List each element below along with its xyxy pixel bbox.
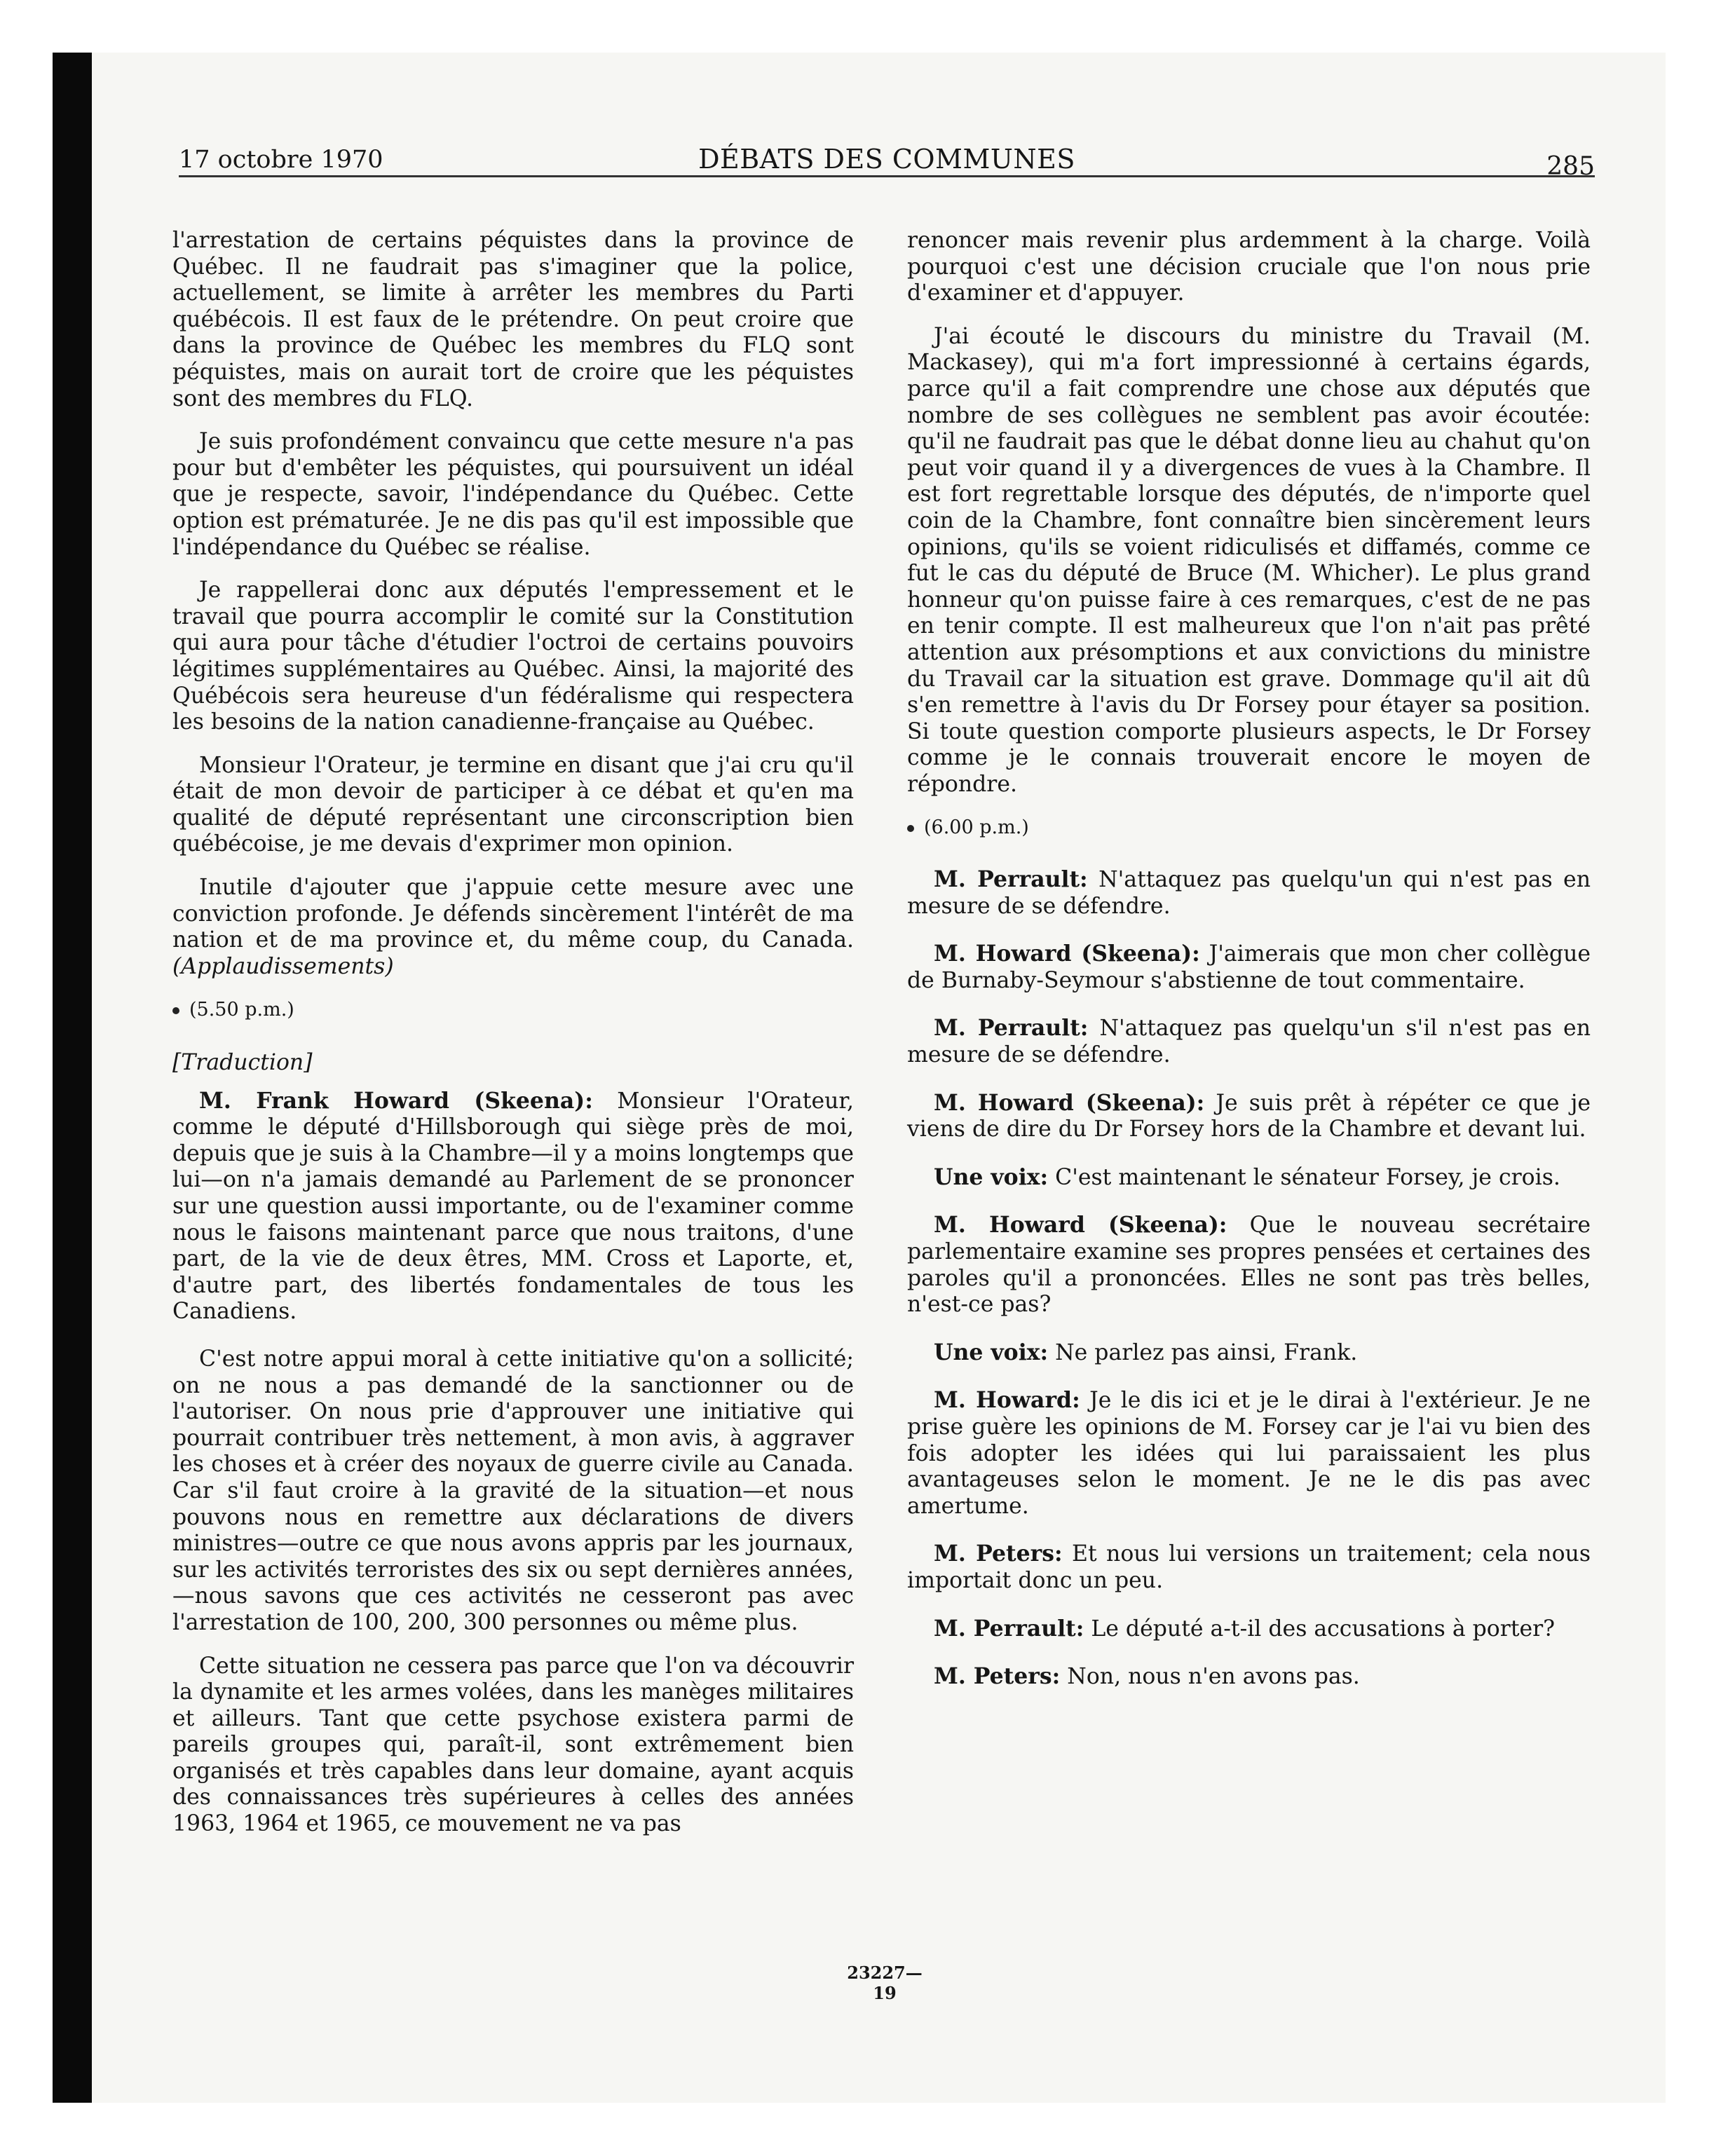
speech-entry bbox=[907, 1090, 1591, 1143]
speech-entry bbox=[907, 866, 1591, 920]
applause-note: (Applaudissements) bbox=[172, 953, 394, 979]
bullet-icon bbox=[172, 1007, 179, 1014]
speech-entry bbox=[907, 1339, 1591, 1367]
time-text: (5.50 p.m.) bbox=[189, 999, 294, 1021]
bullet-icon bbox=[907, 825, 914, 832]
speech-text: Ne parlez pas ainsi, Frank. bbox=[1055, 1339, 1358, 1365]
speech-text: N'attaquez pas quelqu'un s'il n'est pas en mesure de se défendre. bbox=[907, 1016, 1591, 1068]
paragraph: C'est notre appui moral à cette initiative qu'on a sollicité; on ne nous a pas demandé de la sanctionner ou de l'autoriser. On nous prie d'approuver une initiative qui pourrait contribuer très nettement, à mon avis, à aggraver les choses et à créer des noyaux de guerre civile au Canada. Car s'il faut croire à la gravité de la situation—et nous pouvons nous en remettre aux déclarations de divers ministres—outre ce que nous avons appris par les journaux, sur les activités terroristes des six ou sept dernières années,—nous savons que ces activités ne cesseront pas avec l'arrestation de 100, 200, 300 personnes ou même plus. bbox=[172, 1346, 854, 1635]
speaker-name: Une voix: bbox=[934, 1339, 1049, 1365]
speaker-name: M. Howard (Skeena): bbox=[934, 941, 1200, 967]
paragraph-text: Inutile d'ajouter que j'appuie cette mesure avec une conviction profonde. Je défends sincèrement l'intérêt de ma nation et de ma province et, du même coup, du Canada. bbox=[172, 875, 854, 953]
speech-entry bbox=[907, 1387, 1591, 1520]
speech-text: Je le dis ici et je le dirai à l'extérieur. Je ne prise guère les opinions de M. Forsey car je l'ai vu bien des fois adopter les idées qui lui paraissaient les plus avantageuses selon le moment. Je ne le dis pas avec amertume. bbox=[907, 1388, 1591, 1519]
translation-text: [Traduction] bbox=[172, 1050, 313, 1076]
speech-text: C'est maintenant le sénateur Forsey, je crois. bbox=[1055, 1164, 1560, 1190]
speaker-name: M. Howard (Skeena): bbox=[934, 1089, 1205, 1116]
speaker-name: M. Frank Howard (Skeena): bbox=[199, 1087, 593, 1114]
speech-entry bbox=[907, 1663, 1591, 1691]
speaker-name: M. Perrault: bbox=[934, 1015, 1089, 1042]
speech-entry bbox=[907, 1541, 1591, 1594]
header-title: DÉBATS DES COMMUNES bbox=[698, 144, 1075, 175]
speech-entry bbox=[907, 1616, 1591, 1643]
speaker-name: M. Peters: bbox=[934, 1663, 1061, 1690]
speech-text: J'aimerais que mon cher collègue de Burnaby-Seymour s'abstienne de tout commentaire. bbox=[907, 941, 1591, 993]
right-column bbox=[907, 228, 1591, 1707]
speech-text: N'attaquez pas quelqu'un qui n'est pas en mesure de se défendre. bbox=[907, 867, 1591, 919]
paragraph bbox=[172, 875, 854, 980]
speech-text: Et nous lui versions un traitement; cela nous importait donc un peu. bbox=[907, 1541, 1591, 1593]
paragraph: renoncer mais revenir plus ardemment à la charge. Voilà pourquoi c'est une décision cruciale que l'on nous prie d'examiner et d'appuyer. bbox=[907, 228, 1591, 306]
speech-text: Que le nouveau secrétaire parlementaire examine ses propres pensées et certaines des paroles qu'il a prononcées. Elles ne sont pas très belles, n'est-ce pas? bbox=[907, 1213, 1591, 1318]
paragraph: Cette situation ne cessera pas parce que l'on va découvrir la dynamite et les armes volées, dans les manèges militaires et ailleurs. Tant que cette psychose existera parmi de pareils groupes qui, paraît-il, sont extrêmement bien organisés et très capables dans leur domaine, ayant acquis des connaissances très supérieures à celles des années 1963, 1964 et 1965, ce mouvement ne va pas bbox=[172, 1653, 854, 1837]
speech-text: Monsieur l'Orateur, comme le député d'Hillsborough qui siège près de moi, depuis que je suis à la Chambre—il y a moins longtemps que lui—on n'a jamais demandé au Parlement de se prononcer sur une question aussi importante, ou de l'examiner comme nous le faisons maintenant parce que nous traitons, d'une part, de la vie de deux êtres, MM. Cross et Laporte, et, d'autre part, des libertés fondamentales de tous les Canadiens. bbox=[172, 1088, 854, 1325]
time-marker bbox=[907, 814, 1591, 841]
page-footer-code: 23227—19 bbox=[847, 1963, 923, 2003]
page-number: 285 bbox=[1546, 152, 1595, 181]
paragraph: J'ai écouté le discours du ministre du Travail (M. Mackasey), qui m'a fort impressionné à certains égards, parce qu'il a fait comprendre une chose aux députés que nombre de ses collègues ne semblent pas avoir écoutée: qu'il ne faudrait pas que le débat donne lieu au chahut qu'on peut voir quand il y a divergences de vues à la Chambre. Il est fort regrettable lorsque des députés, de n'importe quel coin de la Chambre, font connaître bien sincèrement leurs opinions, qu'ils se voient ridiculisés et diffamés, comme ce fut le cas du député de Bruce (M. Whicher). Le plus grand honneur qu'on puisse faire à ces remarques, c'est de ne pas en tenir compte. Il est malheureux que l'on n'ait pas prêté attention aux présomptions et aux convictions du ministre du Travail car la situation est grave. Dommage qu'il ait dû s'en remettre à l'avis du Dr Forsey pour étayer sa position. Si toute question comporte plusieurs aspects, le Dr Forsey comme je le connais trouverait encore le moyen de répondre. bbox=[907, 323, 1591, 797]
speech-entry bbox=[907, 941, 1591, 994]
speech-entry bbox=[907, 1164, 1591, 1192]
translation-label bbox=[172, 1050, 854, 1077]
speech-entry bbox=[907, 1212, 1591, 1318]
paragraph: Monsieur l'Orateur, je termine en disant que j'ai cru qu'il était de mon devoir de participer à ce débat et qu'en ma qualité de député représentant une circonscription bien québécoise, je me devais d'exprimer mon opinion. bbox=[172, 752, 854, 857]
time-marker bbox=[172, 997, 854, 1023]
scan-edge-bar bbox=[53, 53, 92, 2103]
paragraph: l'arrestation de certains péquistes dans la province de Québec. Il ne faudrait pas s'imaginer que la police, actuellement, se limite à arrêter les membres du Parti québécois. Il est faux de le prétendre. On peut croire que dans la province de Québec les membres du FLQ sont péquistes, mais on aurait tort de croire que les péquistes sont des membres du FLQ. bbox=[172, 228, 854, 411]
speech-entry bbox=[172, 1088, 854, 1325]
speaker-name: M. Howard (Skeena): bbox=[934, 1212, 1227, 1239]
speaker-name: M. Perrault: bbox=[934, 866, 1088, 893]
header-date: 17 octobre 1970 bbox=[179, 146, 383, 174]
paragraph: Je suis profondément convaincu que cette mesure n'a pas pour but d'embêter les péquistes, qui poursuivent un idéal que je respecte, savoir, l'indépendance du Québec. Cette option est prématurée. Je ne dis pas qu'il est impossible que l'indépendance du Québec se réalise. bbox=[172, 429, 854, 560]
speaker-name: Une voix: bbox=[934, 1164, 1049, 1190]
page-header bbox=[179, 133, 1595, 181]
speech-text: Le député a-t-il des accusations à porter? bbox=[1091, 1616, 1556, 1642]
speaker-name: M. Peters: bbox=[934, 1541, 1063, 1567]
time-text: (6.00 p.m.) bbox=[924, 817, 1029, 839]
speech-text: Non, nous n'en avons pas. bbox=[1067, 1664, 1360, 1690]
speech-entry bbox=[907, 1015, 1591, 1068]
paragraph: Je rappellerai donc aux députés l'empressement et le travail que pourra accomplir le comité sur la Constitution qui aura pour tâche d'étudier l'octroi de certains pouvoirs légitimes supplémentaires au Québec. Ainsi, la majorité des Québécois sera heureuse d'un fédéralisme qui respectera les besoins de la nation canadienne-française au Québec. bbox=[172, 578, 854, 735]
left-column bbox=[172, 228, 854, 1855]
speech-text: Je suis prêt à répéter ce que je viens de dire du Dr Forsey hors de la Chambre et devant lui. bbox=[907, 1090, 1591, 1142]
speaker-name: M. Perrault: bbox=[934, 1615, 1084, 1642]
speaker-name: M. Howard: bbox=[934, 1387, 1080, 1414]
